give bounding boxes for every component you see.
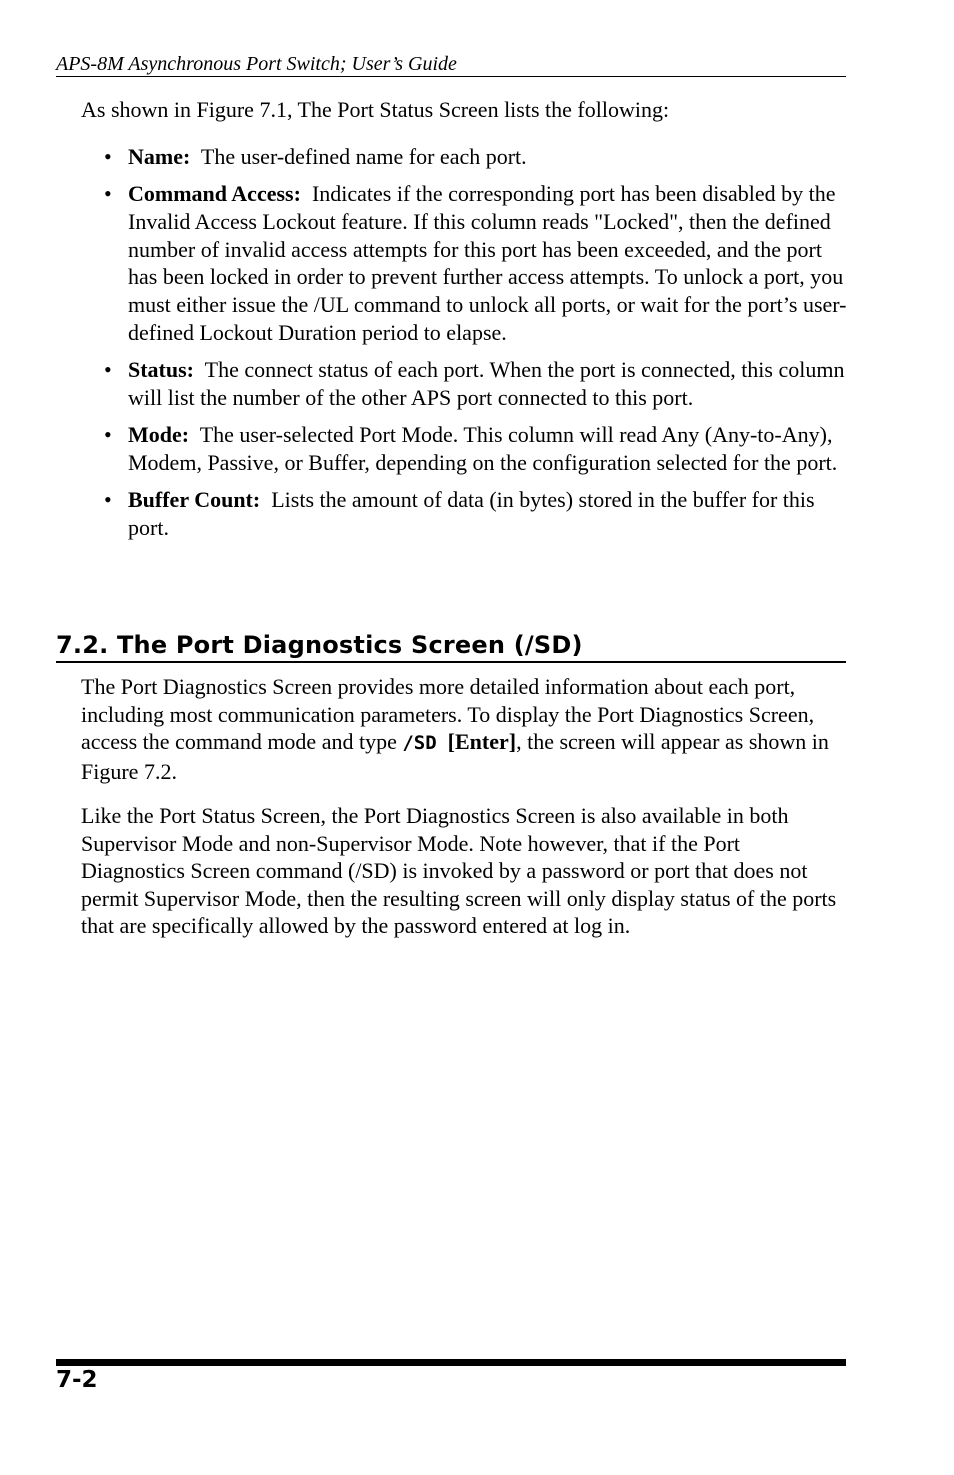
- list-item: [104, 421, 849, 476]
- bullet-icon: •: [104, 487, 112, 513]
- list-item-text: Lists the amount of data (in bytes) stored in the buffer for this port.: [128, 487, 815, 540]
- section-paragraph-2: Like the Port Status Screen, the Port Diagnostics Screen is also available in both Supervisor Mode and non-Supervisor Mode. Note however, that if the Port Diagnostics Screen command (/SD) is invoked by a password or port that does not permit Supervisor Mode, then the resulting screen will only display status of the ports that are specifically allowed by the password entered at log in.: [81, 803, 837, 939]
- list-item-term: Name:: [128, 144, 191, 169]
- bullet-icon: •: [104, 144, 112, 169]
- list-item: [104, 143, 849, 171]
- footer-rule: [56, 1359, 846, 1366]
- running-header: APS-8M Asynchronous Port Switch; User’s Guide: [56, 52, 846, 77]
- port-status-field-list: [104, 143, 849, 551]
- bullet-icon: •: [104, 422, 112, 448]
- paragraph-text: The Port Diagnostics Screen provides more detailed information about each port, including most communication parameters. To display the Port Diagnostics Screen, access the command mode and type: [81, 674, 815, 755]
- key-text: [Enter]: [447, 729, 517, 755]
- list-item-term: Mode:: [128, 422, 190, 448]
- bullet-icon: •: [104, 357, 112, 383]
- list-item-text: The connect status of each port. When the port is connected, this column will list the number of the other APS port connected to this port.: [128, 357, 845, 410]
- list-item-term: Status:: [128, 357, 195, 383]
- page-number: 7-2: [56, 1367, 98, 1393]
- list-item-text: Indicates if the corresponding port has been disabled by the Invalid Access Lockout feature. If this column reads "Locked", then the defined number of invalid access attempts for this port has been exceeded, and the port has been locked in order to prevent further access attempts. To unlock a port, you must either issue the /UL command to unlock all ports, or wait for the port’s user-defined Lockout Duration period to elapse.: [128, 181, 847, 345]
- section-paragraph-1: [81, 673, 846, 785]
- section-heading: 7.2. The Port Diagnostics Screen (/SD): [56, 630, 846, 663]
- command-text: /SD: [402, 732, 437, 755]
- list-item: [104, 486, 849, 541]
- bullet-icon: •: [104, 181, 112, 207]
- list-item-term: Command Access:: [128, 181, 301, 207]
- list-item: [104, 180, 849, 346]
- list-item-text: The user-defined name for each port.: [200, 144, 527, 169]
- list-item-term: Buffer Count:: [128, 487, 261, 513]
- list-item-text: The user-selected Port Mode. This column will read Any (Any-to-Any), Modem, Passive, or Buffer, depending on the configuration selected for the port.: [128, 422, 838, 475]
- paragraph-text: , the screen will appear as shown in Figure 7.2.: [81, 729, 829, 784]
- intro-paragraph: As shown in Figure 7.1, The Port Status Screen lists the following:: [81, 97, 670, 122]
- list-item: [104, 356, 849, 411]
